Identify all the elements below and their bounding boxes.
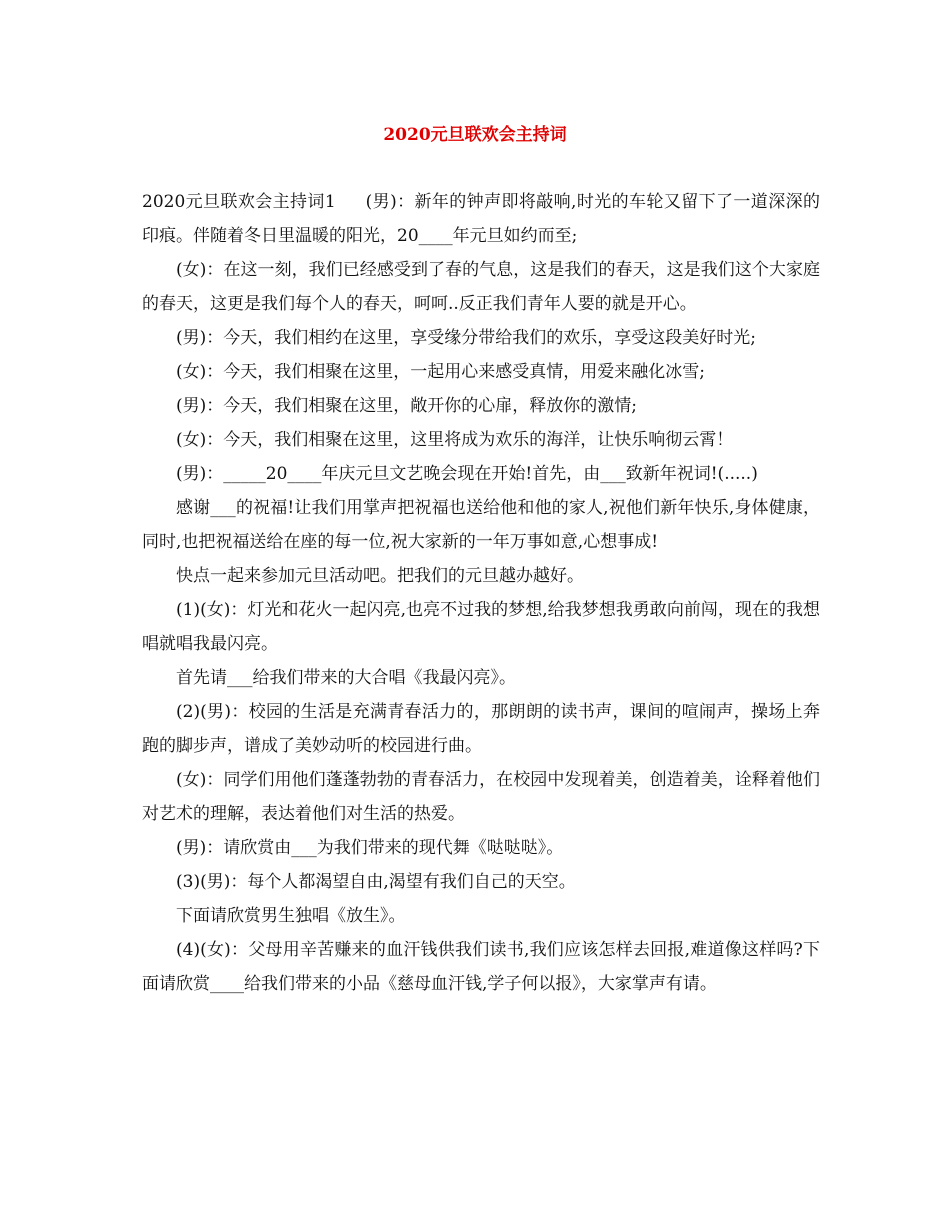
paragraph-15: (3)(男)：每个人都渴望自由,渴望有我们自己的天空。	[176, 872, 576, 892]
paragraph-7: (男)：_____20____年庆元旦文艺晚会现在开始!首先，由___致新年祝词!(.....)	[176, 464, 758, 484]
document-body	[142, 185, 820, 1001]
paragraph-6: (女)：今天，我们相聚在这里，这里将成为欢乐的海洋，让快乐响彻云霄！	[176, 430, 734, 450]
section-heading: 2020元旦联欢会主持词1	[142, 192, 336, 212]
paragraph-17: (4)(女)：父母用辛苦赚来的血汗钱供我们读书,我们应该怎样去回报,难道像这样吗?下面请欣赏____给我们带来的小品《慈母血汗钱,学子何以报》，大家掌声有请。	[142, 940, 820, 994]
paragraph-9: 快点一起来参加元旦活动吧。把我们的元旦越办越好。	[176, 566, 584, 586]
paragraph-13: (女)：同学们用他们蓬蓬勃勃的青春活力，在校园中发现着美，创造着美，诠释着他们对艺术的理解，表达着他们对生活的热爱。	[142, 770, 820, 824]
paragraph-8: 感谢___的祝福!让我们用掌声把祝福也送给他和他的家人,祝他们新年快乐,身体健康，同时,也把祝福送给在座的每一位,祝大家新的一年万事如意,心想事成!	[142, 498, 820, 552]
paragraph-4: (女)：今天，我们相聚在这里，一起用心来感受真情，用爱来融化冰雪;	[176, 362, 705, 382]
paragraph-11: 首先请___给我们带来的大合唱《我最闪亮》。	[176, 668, 516, 688]
paragraph-12: (2)(男)：校园的生活是充满青春活力的，那朗朗的读书声，课间的喧闹声，操场上奔跑的脚步声，谱成了美妙动听的校园进行曲。	[142, 702, 820, 756]
paragraph-5: (男)：今天，我们相聚在这里，敞开你的心扉，释放你的激情;	[176, 396, 637, 416]
paragraph-1	[142, 185, 820, 253]
paragraph-text: (男)：新年的钟声即将敲响,时光的车轮又留下了一道深深的印痕。伴随着冬日里温暖的阳光，20____年元旦如约而至;	[142, 192, 820, 246]
document-title: 2020元旦联欢会主持词	[383, 125, 567, 145]
paragraph-10: (1)(女)：灯光和花火一起闪亮,也亮不过我的梦想,给我梦想我勇敢向前闯，现在的我想唱就唱我最闪亮。	[142, 600, 820, 654]
paragraph-2: (女)：在这一刻，我们已经感受到了春的气息，这是我们的春天，这是我们这个大家庭的春天，这更是我们每个人的春天，呵呵..反正我们青年人要的就是开心。	[142, 260, 820, 314]
paragraph-16: 下面请欣赏男生独唱《放生》。	[176, 906, 406, 926]
paragraph-3: (男)：今天，我们相约在这里，享受缘分带给我们的欢乐，享受这段美好时光;	[176, 328, 756, 348]
paragraph-14: (男)：请欣赏由___为我们带来的现代舞《哒哒哒》。	[176, 838, 564, 858]
